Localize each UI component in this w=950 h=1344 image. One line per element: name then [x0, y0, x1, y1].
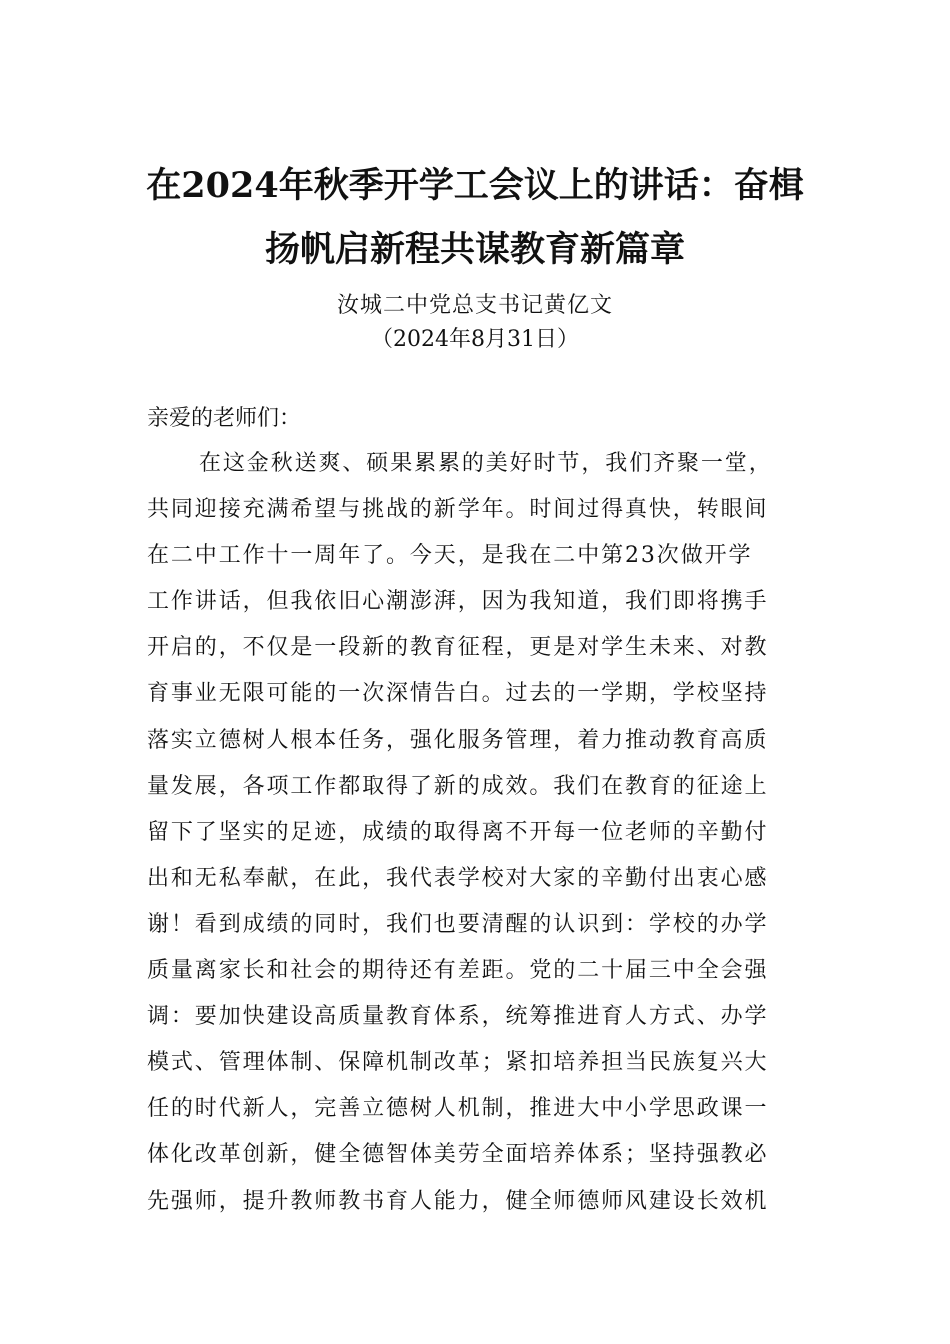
body-line: 在这金秋送爽、硕果累累的美好时节，我们齐聚一堂，: [199, 451, 773, 476]
author-line: 汝城二中党总支书记黄亿文: [336, 293, 613, 318]
body-line: 在二中工作十一周年了。今天，是我在二中第23次做开学: [147, 543, 753, 569]
title-line-2: 扬帆启新程共谋教育新篇章: [264, 229, 685, 270]
body-line: 出和无私奉献，在此，我代表学校对大家的辛勤付出衷心感: [147, 865, 769, 891]
body-line: 留下了坚实的足迹，成绩的取得离不开每一位老师的辛勤付: [147, 819, 769, 845]
date-line: （2024年8月31日）: [371, 327, 579, 352]
body-line: 开启的，不仅是一段新的教育征程，更是对学生未来、对教: [147, 635, 769, 661]
body-line: 质量离家长和社会的期待还有差距。党的二十届三中全会强: [147, 958, 769, 984]
title-line-1: 在2024年秋季开学工会议上的讲话：奋楫: [146, 165, 804, 206]
body-line: 先强师，提升教师教书育人能力，健全师德师风建设长效机: [147, 1188, 769, 1214]
body-line: 体化改革创新，健全德智体美劳全面培养体系；坚持强教必: [147, 1142, 769, 1168]
body-line: 共同迎接充满希望与挑战的新学年。时间过得真快，转眼间: [147, 497, 769, 523]
body-line: 调：要加快建设高质量教育体系，统筹推进育人方式、办学: [147, 1004, 769, 1030]
document-title: [120, 154, 830, 282]
body-line: 量发展，各项工作都取得了新的成效。我们在教育的征途上: [147, 773, 769, 799]
body-line: 落实立德树人根本任务，强化服务管理，着力推动教育高质: [147, 727, 769, 753]
body-paragraph: [147, 441, 812, 1225]
body-line: 工作讲话，但我依旧心潮澎湃，因为我知道，我们即将携手: [147, 589, 769, 615]
body-line: 育事业无限可能的一次深情告白。过去的一学期，学校坚持: [147, 681, 769, 707]
body-line: 谢！看到成绩的同时，我们也要清醒的认识到：学校的办学: [147, 911, 769, 937]
body-line: 模式、管理体制、保障机制改革；紧扣培养担当民族复兴大: [147, 1050, 769, 1076]
body-line: 任的时代新人，完善立德树人机制，推进大中小学思政课一: [147, 1096, 769, 1122]
greeting: 亲爱的老师们：: [147, 406, 302, 431]
